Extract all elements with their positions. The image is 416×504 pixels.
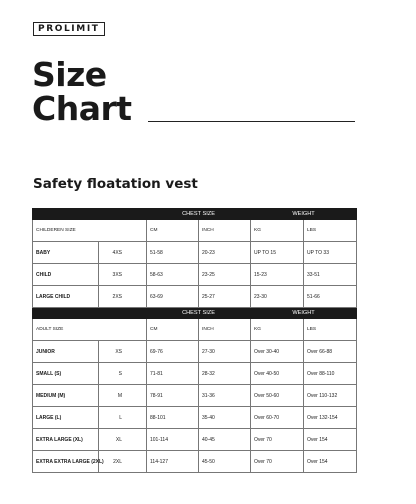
weight-kg: Over 70 xyxy=(251,429,304,451)
size-name: CHILD xyxy=(33,264,99,286)
weight-header: WEIGHT xyxy=(251,209,357,220)
weight-kg: Over 50-60 xyxy=(251,385,304,407)
table-row xyxy=(33,407,357,429)
chest-inch: 40-45 xyxy=(199,429,251,451)
weight-lbs: UP TO 33 xyxy=(304,242,357,264)
chest-cm: 71-81 xyxy=(147,363,199,385)
chest-inch: 23-25 xyxy=(199,264,251,286)
chest-cm: 101-114 xyxy=(147,429,199,451)
table-sub-header xyxy=(33,220,357,242)
title-line-2: Chart xyxy=(32,89,132,128)
product-subtitle: Safety floatation vest xyxy=(33,176,198,192)
size-code: 2XS xyxy=(99,286,147,308)
chest-inch: 20-23 xyxy=(199,242,251,264)
brand-logo: PROLIMIT xyxy=(33,22,105,36)
title-line-1: Size xyxy=(32,55,107,94)
weight-header: WEIGHT xyxy=(251,308,357,319)
chest-cm: 88-101 xyxy=(147,407,199,429)
section-label: ADULT SIZE xyxy=(33,319,147,341)
size-name: EXTRA LARGE (XL) xyxy=(33,429,99,451)
chest-cm: 69-76 xyxy=(147,341,199,363)
table-group-header xyxy=(33,209,357,220)
weight-kg: Over 40-50 xyxy=(251,363,304,385)
chest-inch: 45-50 xyxy=(199,451,251,473)
weight-lbs: Over 154 xyxy=(304,429,357,451)
chest-cm: 51-58 xyxy=(147,242,199,264)
page-title xyxy=(32,55,132,128)
weight-kg: 15-23 xyxy=(251,264,304,286)
column-header: CM xyxy=(147,220,199,242)
size-code: M xyxy=(99,385,147,407)
size-name: EXTRA EXTRA LARGE (2XL) xyxy=(33,451,99,473)
table-row xyxy=(33,451,357,473)
table-row xyxy=(33,429,357,451)
weight-lbs: Over 110-132 xyxy=(304,385,357,407)
chest-inch: 28-32 xyxy=(199,363,251,385)
table-row xyxy=(33,341,357,363)
chest-inch: 25-27 xyxy=(199,286,251,308)
table-row xyxy=(33,242,357,264)
size-code: XS xyxy=(99,341,147,363)
weight-kg: 23-30 xyxy=(251,286,304,308)
column-header: LBS xyxy=(304,220,357,242)
column-header: KG xyxy=(251,220,304,242)
weight-lbs: Over 88-110 xyxy=(304,363,357,385)
chest-inch: 35-40 xyxy=(199,407,251,429)
weight-lbs: Over 66-88 xyxy=(304,341,357,363)
size-chart-body xyxy=(33,209,357,473)
size-name: LARGE (L) xyxy=(33,407,99,429)
column-header: CM xyxy=(147,319,199,341)
table-row xyxy=(33,264,357,286)
weight-kg: UP TO 15 xyxy=(251,242,304,264)
weight-kg: Over 60-70 xyxy=(251,407,304,429)
weight-lbs: Over 132-154 xyxy=(304,407,357,429)
table-sub-header xyxy=(33,319,357,341)
table-row xyxy=(33,363,357,385)
column-header: INCH xyxy=(199,319,251,341)
chest-size-header: CHEST SIZE xyxy=(147,308,251,319)
table-group-header xyxy=(33,308,357,319)
weight-lbs: 51-66 xyxy=(304,286,357,308)
weight-lbs: Over 154 xyxy=(304,451,357,473)
weight-lbs: 33-51 xyxy=(304,264,357,286)
weight-kg: Over 70 xyxy=(251,451,304,473)
group-header-blank xyxy=(33,308,147,319)
weight-kg: Over 30-40 xyxy=(251,341,304,363)
size-code: 2XL xyxy=(99,451,147,473)
size-code: 3XS xyxy=(99,264,147,286)
size-code: L xyxy=(99,407,147,429)
chest-cm: 78-91 xyxy=(147,385,199,407)
chest-inch: 31-36 xyxy=(199,385,251,407)
chest-size-header: CHEST SIZE xyxy=(147,209,251,220)
size-code: S xyxy=(99,363,147,385)
group-header-blank xyxy=(33,209,147,220)
size-name: SMALL (S) xyxy=(33,363,99,385)
column-header: KG xyxy=(251,319,304,341)
column-header: INCH xyxy=(199,220,251,242)
size-code: 4XS xyxy=(99,242,147,264)
size-name: MEDIUM (M) xyxy=(33,385,99,407)
size-name: BABY xyxy=(33,242,99,264)
size-name: LARGE CHILD xyxy=(33,286,99,308)
size-chart-table xyxy=(32,208,357,473)
chest-cm: 114-127 xyxy=(147,451,199,473)
chest-inch: 27-30 xyxy=(199,341,251,363)
column-header: LBS xyxy=(304,319,357,341)
chest-cm: 58-63 xyxy=(147,264,199,286)
table-row xyxy=(33,385,357,407)
size-code: XL xyxy=(99,429,147,451)
table-row xyxy=(33,286,357,308)
chest-cm: 63-69 xyxy=(147,286,199,308)
section-label: CHILDEREN SIZE xyxy=(33,220,147,242)
size-name: JUNIOR xyxy=(33,341,99,363)
title-divider xyxy=(148,121,355,122)
